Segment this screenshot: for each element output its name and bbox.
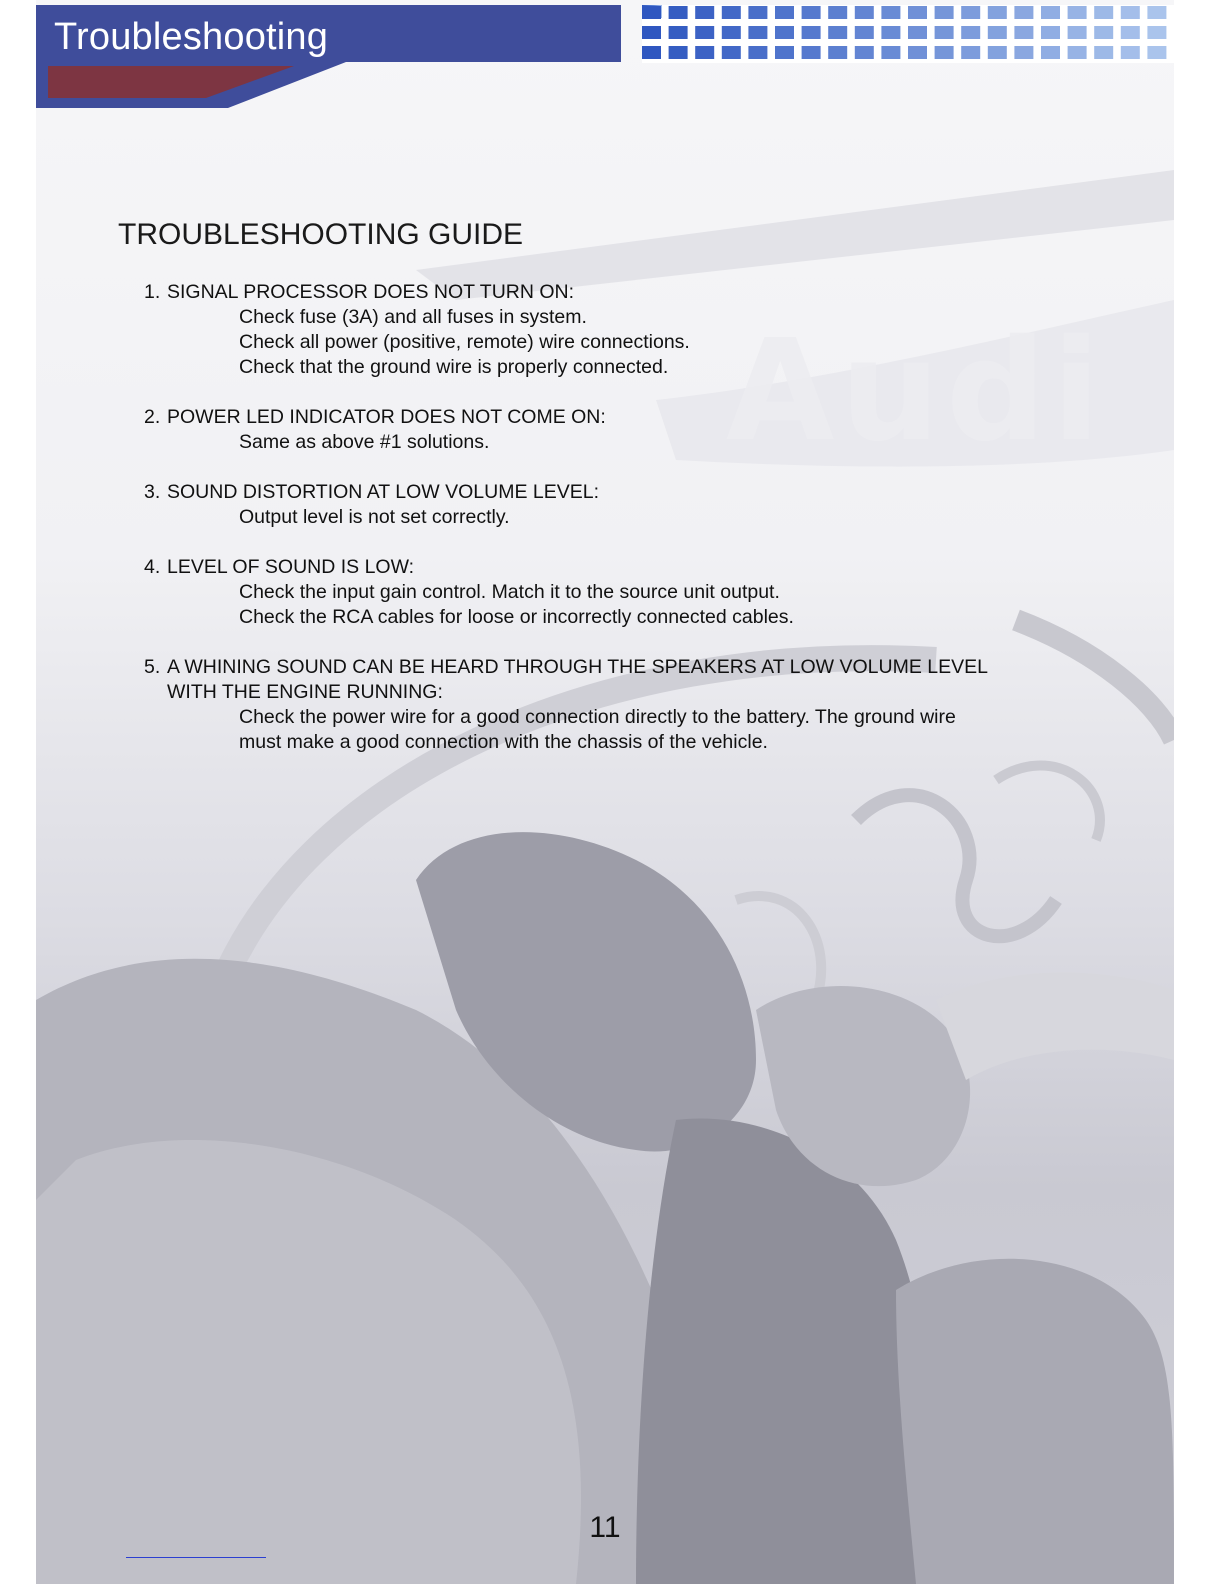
footer-link-line [126,1557,266,1558]
header-tile [1147,46,1166,59]
header-tile [669,6,688,19]
header-tile [1014,26,1033,39]
item-solution: Check the RCA cables for loose or incorrectly connected cables. [239,606,794,628]
header-tile [1041,26,1060,39]
item-number: 3. [144,481,161,503]
item-solution: Check the input gain control. Match it to the source unit output. [239,581,780,603]
header-tile [642,46,661,59]
header-tile [828,46,847,59]
troubleshooting-item [144,480,1084,530]
header-tile [908,6,927,19]
header-tile [881,26,900,39]
header-tile [961,6,980,19]
header-tile [855,26,874,39]
header-tile [802,26,821,39]
item-number: 4. [144,556,161,578]
header-tile [748,46,767,59]
header-tile [775,6,794,19]
item-number: 1. [144,281,161,303]
header-tile [1121,26,1140,39]
header-tile [935,26,954,39]
guide-title: TROUBLESHOOTING GUIDE [118,218,524,251]
header-tile [988,46,1007,59]
item-heading: A WHINING SOUND CAN BE HEARD THROUGH THE SPEAKERS AT LOW VOLUME LEVEL [167,656,988,678]
header-tile [775,46,794,59]
item-solution: must make a good connection with the chassis of the vehicle. [239,731,768,753]
section-title: Troubleshooting [54,16,329,58]
troubleshooting-item [144,405,1084,455]
header-tile [642,26,661,39]
header-tile [802,6,821,19]
header-tile-grid [642,5,1174,63]
header-tile [775,26,794,39]
header-tile [642,6,661,19]
header-tile [1068,46,1087,59]
header-tile [908,46,927,59]
header-tile [1121,6,1140,19]
item-heading: WITH THE ENGINE RUNNING: [167,681,443,703]
header-tile [1068,26,1087,39]
header-tile [988,6,1007,19]
header-tile [695,26,714,39]
header-tile [695,6,714,19]
header-tile [935,6,954,19]
header-tile [1094,6,1113,19]
item-solution: Check all power (positive, remote) wire connections. [239,331,690,353]
item-heading: POWER LED INDICATOR DOES NOT COME ON: [167,406,606,428]
header-tile [881,6,900,19]
header-tile [828,6,847,19]
header-tile [1094,26,1113,39]
item-solution: Output level is not set correctly. [239,506,510,528]
item-solution: Check that the ground wire is properly connected. [239,356,669,378]
page-number: 11 [589,1511,621,1544]
header-tile [1147,6,1166,19]
troubleshooting-item [144,655,1084,755]
item-heading: LEVEL OF SOUND IS LOW: [167,556,415,578]
header-tile [828,26,847,39]
header-tile [855,46,874,59]
watermark-logo: Audi [726,310,1107,473]
header-accent [36,62,346,108]
header-tile [961,46,980,59]
header-tile [722,6,741,19]
header-tile [1014,6,1033,19]
header-tile [881,46,900,59]
troubleshooting-item [144,280,1084,380]
header-tile [722,26,741,39]
item-heading: SIGNAL PROCESSOR DOES NOT TURN ON: [167,281,575,303]
header-tile [1094,46,1113,59]
header-tile [1041,46,1060,59]
header-tile [935,46,954,59]
header-tile [908,26,927,39]
header-tile [695,46,714,59]
item-heading: SOUND DISTORTION AT LOW VOLUME LEVEL: [167,481,599,503]
header-tile [1014,46,1033,59]
item-number: 5. [144,656,161,678]
header-tile [1147,26,1166,39]
header-tile [748,26,767,39]
header-tile [669,46,688,59]
header-tile [722,46,741,59]
header-tile [802,46,821,59]
header-tile [961,26,980,39]
header-tile [1121,46,1140,59]
header-tile [669,26,688,39]
troubleshooting-item [144,555,1084,630]
header-tile [1068,6,1087,19]
header-tile [988,26,1007,39]
header-tile [1041,6,1060,19]
header-tile [855,6,874,19]
item-number: 2. [144,406,161,428]
item-solution: Check the power wire for a good connection directly to the battery. The ground wire [239,706,956,728]
header-tile [748,6,767,19]
item-solution: Check fuse (3A) and all fuses in system. [239,306,587,328]
item-solution: Same as above #1 solutions. [239,431,490,453]
